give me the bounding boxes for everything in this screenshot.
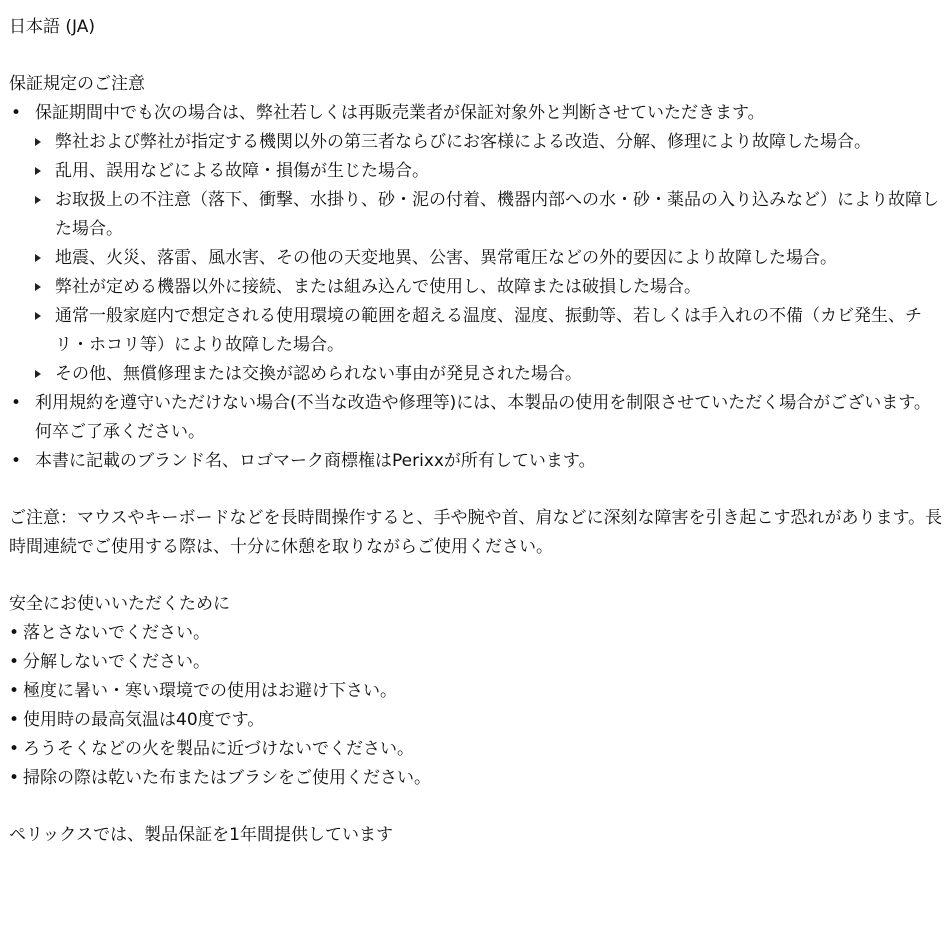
bullet-icon: • bbox=[11, 451, 22, 471]
bullet-icon: • bbox=[9, 710, 20, 730]
spacer bbox=[9, 562, 947, 590]
warranty-subitem-text: 弊社および弊社が指定する機関以外の第三者ならびにお客様による改造、分解、修理により故障した場合。 bbox=[55, 132, 871, 152]
triangle-bullet-icon bbox=[35, 312, 41, 320]
warranty-subitem-text: お取扱上の不注意（落下、衝撃、水掛り、砂・泥の付着、機器内部への水・砂・薬品の入り込みなど）により故障した場合。 bbox=[55, 190, 939, 239]
spacer bbox=[9, 793, 947, 821]
bullet-icon: • bbox=[9, 768, 20, 788]
safety-item bbox=[9, 706, 947, 735]
warranty-subitem bbox=[35, 302, 947, 360]
language-title: 日本語 (JA) bbox=[9, 17, 96, 37]
triangle-bullet-icon bbox=[35, 283, 41, 291]
warranty-item bbox=[9, 389, 947, 447]
safety-item bbox=[9, 648, 947, 677]
warranty-subitem bbox=[35, 128, 947, 157]
warranty-item-text: 本書に記載のブランド名、ロゴマーク商標権はPerixxが所有しています。 bbox=[35, 451, 596, 471]
warranty-heading: 保証規定のご注意 bbox=[9, 74, 145, 94]
bullet-icon: • bbox=[9, 739, 20, 759]
safety-item bbox=[9, 677, 947, 706]
warranty-subitem-text: 通常一般家庭内で想定される使用環境の範囲を超える温度、湿度、振動等、若しくは手入れの不備（カビ発生、チリ・ホコリ等）により故障した場合。 bbox=[55, 306, 922, 355]
safety-item bbox=[9, 735, 947, 764]
warranty-list bbox=[9, 99, 947, 476]
warranty-item bbox=[9, 447, 947, 476]
warranty-subitem bbox=[35, 186, 947, 244]
safety-list bbox=[9, 619, 947, 793]
safety-item-text: 使用時の最高気温は40度です。 bbox=[23, 710, 265, 730]
bullet-icon: • bbox=[11, 393, 22, 413]
triangle-bullet-icon bbox=[35, 138, 41, 146]
warranty-subitem bbox=[35, 360, 947, 389]
triangle-bullet-icon bbox=[35, 196, 41, 204]
warranty-subitem-text: 乱用、誤用などによる故障・損傷が生じた場合。 bbox=[55, 161, 429, 181]
bullet-icon: • bbox=[9, 652, 20, 672]
triangle-bullet-icon bbox=[35, 370, 41, 378]
warranty-subitem-text: 弊社が定める機器以外に接続、または組み込んで使用し、故障または破損した場合。 bbox=[55, 277, 701, 297]
warranty-subitem-text: 地震、火災、落雷、風水害、その他の天変地異、公害、異常電圧などの外的要因により故障した場合。 bbox=[55, 248, 837, 268]
spacer bbox=[9, 476, 947, 504]
safety-item bbox=[9, 764, 947, 793]
triangle-bullet-icon bbox=[35, 254, 41, 262]
safety-item-text: ろうそくなどの火を製品に近づけないでください。 bbox=[23, 739, 414, 759]
warranty-subitem bbox=[35, 157, 947, 186]
document-page bbox=[9, 13, 947, 850]
safety-item-text: 極度に暑い・寒い環境での使用はお避け下さい。 bbox=[23, 681, 397, 701]
warranty-item-text: 保証期間中でも次の場合は、弊社若しくは再販売業者が保証対象外と判断させていただきます。 bbox=[35, 103, 765, 123]
bullet-icon: • bbox=[11, 103, 22, 123]
warranty-item bbox=[9, 99, 947, 389]
warranty-item-text: 利用規約を遵守いただけない場合(不当な改造や修理等)には、本製品の使用を制限させていただく場合がございます。何卒ご了承ください。 bbox=[35, 393, 931, 442]
warranty-subitem-text: その他、無償修理または交換が認められない事由が発見された場合。 bbox=[55, 364, 582, 384]
warranty-sublist bbox=[35, 128, 947, 389]
triangle-bullet-icon bbox=[35, 167, 41, 175]
warranty-period-text: ペリックスでは、製品保証を1年間提供しています bbox=[9, 825, 393, 845]
safety-item-text: 落とさないでください。 bbox=[23, 623, 210, 643]
safety-item-text: 分解しないでください。 bbox=[23, 652, 210, 672]
caution-paragraph: ご注意：マウスやキーボードなどを長時間操作すると、手や腕や首、肩などに深刻な障害を引き起こす恐れがあります。長時間連続でご使用する際は、十分に休憩を取りながらご使用ください。 bbox=[9, 508, 943, 557]
safety-heading: 安全にお使いいただくために bbox=[9, 594, 230, 614]
warranty-subitem bbox=[35, 273, 947, 302]
safety-item bbox=[9, 619, 947, 648]
bullet-icon: • bbox=[9, 623, 20, 643]
warranty-subitem bbox=[35, 244, 947, 273]
safety-item-text: 掃除の際は乾いた布またはブラシをご使用ください。 bbox=[23, 768, 431, 788]
bullet-icon: • bbox=[9, 681, 20, 701]
